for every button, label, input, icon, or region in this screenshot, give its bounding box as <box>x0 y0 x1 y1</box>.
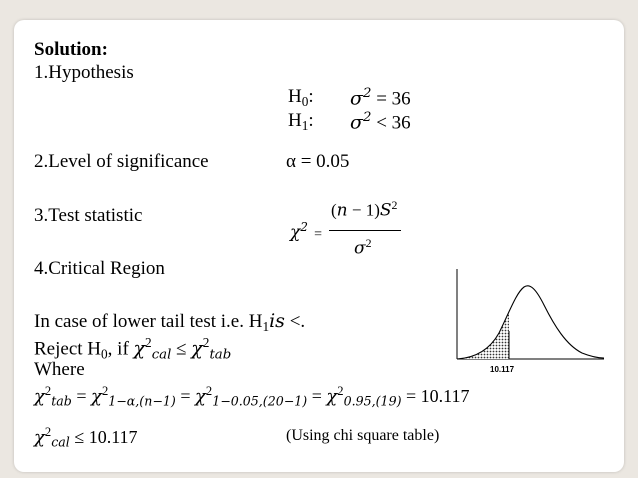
chi-tab-equation <box>34 385 469 408</box>
step-hypothesis: 1.Hypothesis <box>34 62 134 83</box>
h0-sigma-power: 2 <box>362 86 372 101</box>
reject-if: , if <box>107 338 134 360</box>
numerator-minus-one: − 1 <box>347 200 375 220</box>
alpha-value: α = 0.05 <box>286 151 350 172</box>
numerator-power: 2 <box>391 198 398 212</box>
eq-pow-2: 2 <box>101 384 109 398</box>
eq-chi-4: χ <box>326 385 338 407</box>
eq-pow-3: 2 <box>205 384 213 398</box>
reject-pow-tab: 2 <box>202 335 210 350</box>
rejection-region <box>457 286 604 359</box>
step-test-statistic: 3.Test statistic <box>34 205 143 226</box>
step-critical-region: 4.Critical Region <box>34 258 165 279</box>
reject-sub-cal: cal <box>151 347 172 363</box>
slide <box>14 20 624 472</box>
fraction-bar <box>329 230 401 231</box>
h1-line <box>288 111 314 132</box>
h0-rhs: = 36 <box>371 88 411 110</box>
where-label: Where <box>34 359 85 380</box>
numerator-open: ( <box>331 200 337 220</box>
reject-chi-tab: χ <box>191 337 203 360</box>
h0-expression <box>350 87 411 108</box>
eq-tab: tab <box>51 393 72 409</box>
chi-cal-result <box>34 426 138 449</box>
numerator-n: n <box>336 200 348 221</box>
reject-chi-cal: χ <box>133 337 146 360</box>
h0-line <box>288 87 314 108</box>
statistic-denominator <box>354 238 372 258</box>
statistic-numerator <box>331 200 398 220</box>
reject-sub: 0 <box>101 346 108 362</box>
h0-sigma: σ <box>350 87 363 110</box>
chi-table-note: (Using chi square table) <box>286 427 440 444</box>
h1-sigma-power: 2 <box>362 110 372 125</box>
case-lt: <. <box>284 311 306 332</box>
eq-equals-1: = <box>71 385 92 406</box>
numerator-close: ) <box>374 200 380 220</box>
eq-chi-1: χ <box>34 385 45 407</box>
eq-chi-2: χ <box>91 385 102 407</box>
eq-chi-3: χ <box>194 385 206 407</box>
reject-rule <box>34 336 231 362</box>
critical-value-label: 10.117 <box>490 365 515 374</box>
denominator-power: 2 <box>365 236 372 250</box>
lower-tail-text <box>34 312 305 333</box>
eq-sub-generic: 1−α,(n−1) <box>108 393 176 409</box>
step-significance: 2.Level of significance <box>34 151 209 172</box>
h1-sub: 1 <box>301 117 309 133</box>
eq-pow-1: 2 <box>44 384 52 398</box>
density-curve <box>457 286 604 359</box>
h1-expression <box>350 111 411 132</box>
h0-sub: 0 <box>301 93 309 109</box>
h1-colon: : <box>308 110 314 131</box>
reject-le: ≤ <box>171 338 192 360</box>
statistic-chi: χ <box>290 222 301 243</box>
eq-value: = 10.117 <box>401 385 470 406</box>
case-text: In case of lower tail test i.e. H <box>34 311 263 332</box>
final-chi: χ <box>34 426 45 448</box>
reject-pow-cal: 2 <box>145 335 152 350</box>
h0-label: H <box>288 86 302 107</box>
reject-text: Reject H <box>34 338 102 360</box>
eq-equals-2: = <box>175 385 195 406</box>
h1-rhs: < 36 <box>371 112 411 134</box>
eq-equals-3: = <box>307 385 327 406</box>
statistic-chi-power: 2 <box>300 220 308 234</box>
case-is: is <box>269 310 285 332</box>
eq-pow-4: 2 <box>337 384 344 398</box>
eq-sub-final: 0.95,(19) <box>343 393 402 409</box>
h0-colon: : <box>308 86 314 107</box>
final-sub: cal <box>51 434 70 450</box>
statistic-lhs <box>290 222 322 242</box>
denominator-sigma: σ <box>354 238 366 259</box>
h1-label: H <box>288 110 302 131</box>
statistic-equals: = <box>314 226 323 242</box>
reject-sub-tab: tab <box>209 347 232 363</box>
final-pow: 2 <box>44 425 52 439</box>
numerator-s: S <box>379 200 392 221</box>
h1-sigma: σ <box>350 111 363 134</box>
case-sub: 1 <box>262 318 270 334</box>
solution-title: Solution: <box>34 39 108 60</box>
eq-sub-numeric: 1−0.05,(20−1) <box>212 393 308 409</box>
chi-square-curve-figure <box>444 263 612 376</box>
final-rest: ≤ 10.117 <box>69 426 138 447</box>
